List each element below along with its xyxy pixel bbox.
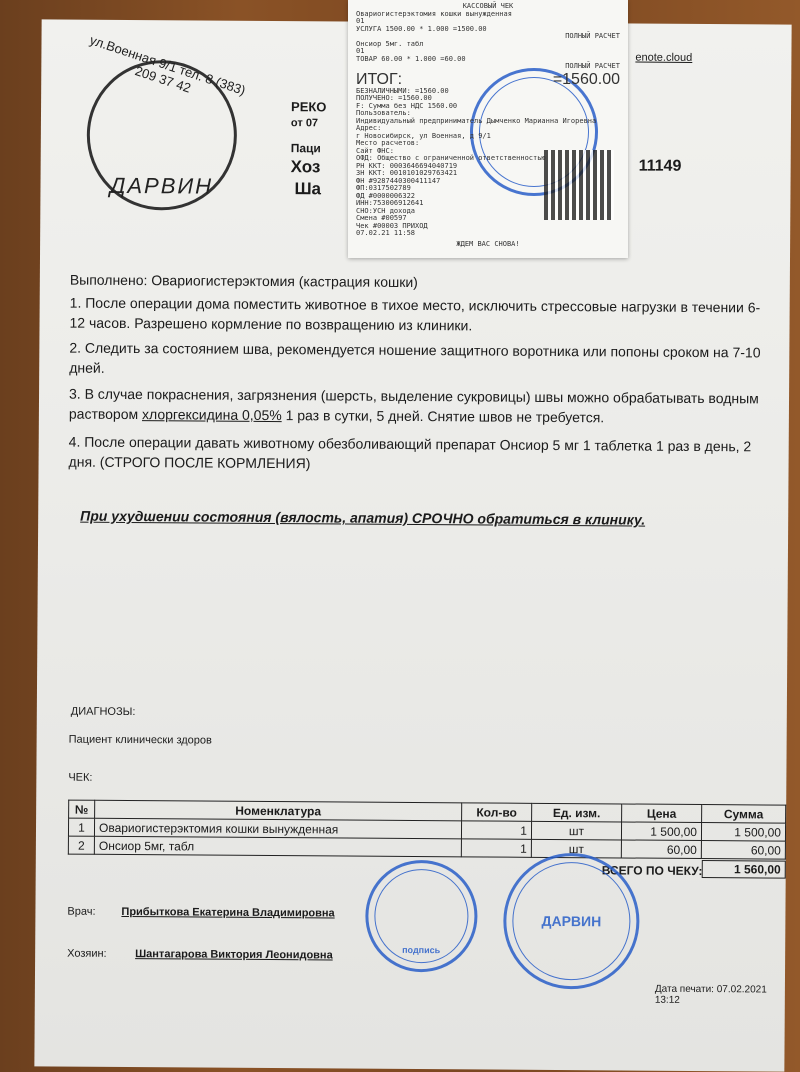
cell: 1 500,00 (621, 822, 701, 841)
receipt-line: Индивидуальный предприниматель Дымченко Марианна Игоревна (356, 116, 597, 125)
site-link: enote.cloud (635, 51, 693, 64)
print-date: Дата печати: 07.02.2021 13:12 (654, 983, 767, 1006)
receipt-line: СНО:УСН дохода (356, 206, 416, 215)
receipt-line: Адрес: (356, 124, 382, 132)
receipt-line: ПОЛНЫЙ РАСЧЕТ (565, 62, 620, 70)
receipt-line: УСЛУГА 1500.00 * 1.000 =1500.00 (356, 24, 487, 33)
cell: шт (531, 839, 621, 858)
owner-name: Шантагарова Виктория Леонидовна (135, 948, 333, 962)
receipt-line: Смена #00597 (356, 214, 407, 222)
doctor-stamp (365, 860, 478, 973)
date-fragment: от 07 (290, 117, 319, 130)
receipt-line: Сайт ФНС: (356, 146, 394, 155)
services-table (68, 800, 786, 860)
col-sum: Сумма (702, 805, 786, 824)
col-name: Номенклатура (95, 800, 462, 821)
cell: Овариогистерэктомия кошки вынужденная (94, 818, 461, 839)
cell: шт (531, 821, 621, 840)
recommendation-1: 1. После операции дома поместить животное в тихое место, исключить стрессовые нагрузки в течении 6-12 часов. Разрешено кормление по возвращению из клиники. (69, 294, 761, 334)
receipt-total-value: =1560.00 (552, 70, 620, 88)
stamp-clinic-name: ДАРВИН (541, 912, 602, 930)
receipt-line: 07.02.21 11:58 (356, 229, 416, 237)
cell: 1 (68, 818, 94, 836)
stamp-sign-hint: подпись (402, 944, 441, 956)
cell: 60,00 (701, 841, 785, 860)
receipt-line: ТОВАР 60.00 * 1.000 =60.00 (356, 54, 466, 63)
warning-text: При ухудшении состояния (вялость, апатия) СРОЧНО обратиться в клинику. (80, 507, 646, 528)
logo-address: ул.Военная 9/1 тел. 8 (383) 209 37 42 (87, 32, 248, 98)
col-unit: Ед. изм. (532, 803, 622, 822)
recommendation-4: 4. После операции давать животному обезболивающий препарат Онсиор 5 мг 1 таблетка 1 раз в день, 2 дня. (СТРОГО ПОСЛЕ КОРМЛЕНИЯ) (68, 433, 752, 472)
rec3-text: 3. В случае покраснения, загрязнения (шерсть, выделение сукровицы) швы можно обрабатывать водным раствором (68, 385, 759, 423)
receipt-footer: ЖДЕМ ВАС СНОВА! (456, 239, 520, 248)
title-fragment: РЕКО (291, 99, 327, 115)
diagnosis-text: Пациент клинически здоров (68, 733, 212, 747)
receipt-line: ФП:0317502789 (356, 184, 411, 192)
receipt-line: РН ККТ: 0003646694040719 (356, 161, 458, 170)
document-number: 11149 (638, 157, 682, 175)
receipt-line: г Новосибирск, ул Военная, д 9/1 (356, 131, 491, 140)
clinic-stamp (503, 853, 640, 990)
receipt-line: ФН #9287440300411147 (356, 176, 441, 185)
table-row (68, 836, 785, 859)
receipt-line: ОФД: Общество с ограниченной ответственностью (356, 154, 546, 162)
receipt-line: 01 (356, 47, 365, 55)
receipt-line: Овариогистерэктомия кошки вынужденная (356, 9, 512, 18)
col-price: Цена (622, 804, 702, 823)
receipt-line: Онсиор 5мг. табл (356, 39, 424, 48)
cell: 2 (68, 836, 94, 854)
receipt-total-label: ИТОГ: (356, 70, 403, 88)
cell: 1 (461, 821, 531, 839)
total-label: ВСЕГО ПО ЧЕКУ: (601, 863, 703, 879)
patient-fragment: Паци (290, 141, 321, 156)
recommendation-2: 2. Следить за состоянием шва, рекомендуется ношение защитного воротника или попоны сроком на 7-10 дней. (69, 339, 761, 376)
receipt-line: БЕЗНАЛИЧНЫМИ: =1560.00 (356, 86, 449, 95)
receipt-line: F: Сумма без НДС 1560.00 (356, 101, 458, 110)
rec3-drug: хлоргексидина 0,05% (141, 406, 282, 424)
owner-fragment: Хоз (290, 157, 321, 177)
owner-name-fragment: Ша (294, 179, 322, 199)
receipt-line: ПОЛНЫЙ РАСЧЕТ (565, 32, 620, 40)
col-qty: Кол-во (462, 803, 532, 821)
receipt-line: ФД #0000006322 (356, 191, 416, 200)
cell: Онсиор 5мг, табл (94, 836, 461, 857)
cell: 1 500,00 (701, 823, 785, 842)
cash-receipt (348, 0, 628, 258)
receipt-title: КАССОВЫЙ ЧЕК (462, 2, 514, 10)
receipt-details (356, 88, 620, 238)
receipt-total (356, 71, 620, 88)
recommendation-3 (69, 384, 769, 429)
cell: 1 (461, 839, 531, 857)
receipt-line: ИНН:753006912641 (356, 199, 424, 207)
diagnosis-label: ДИАГНОЗЫ: (70, 705, 136, 719)
clinic-logo (86, 32, 248, 211)
procedure-done: Выполнено: Овариогистерэктомия (кастрация кошки) (69, 271, 418, 291)
receipt-line: Место расчетов: (356, 139, 420, 147)
logo-name: ДАРВИН (109, 172, 214, 199)
check-label: ЧЕК: (68, 771, 93, 784)
doctor-name: Прибыткова Екатерина Владимировна (121, 905, 335, 920)
receipt-line: ПОЛУЧЕНО: =1560.00 (356, 94, 432, 102)
col-number: № (69, 800, 95, 818)
doctor-label: Врач: (67, 905, 96, 918)
receipt-line: Чек #00003 ПРИХОД (356, 221, 428, 230)
receipt-line: ЗН ККТ: 0010101029763421 (356, 169, 458, 177)
total-value: 1 560,00 (702, 860, 786, 879)
receipt-line: Пользователь: (356, 109, 411, 117)
rec3-text-end: 1 раз в сутки, 5 дней. Снятие швов не требуется. (281, 407, 605, 426)
owner-label: Хозяин: (67, 947, 107, 960)
cell: 60,00 (621, 840, 701, 859)
receipt-line: 01 (356, 17, 365, 25)
